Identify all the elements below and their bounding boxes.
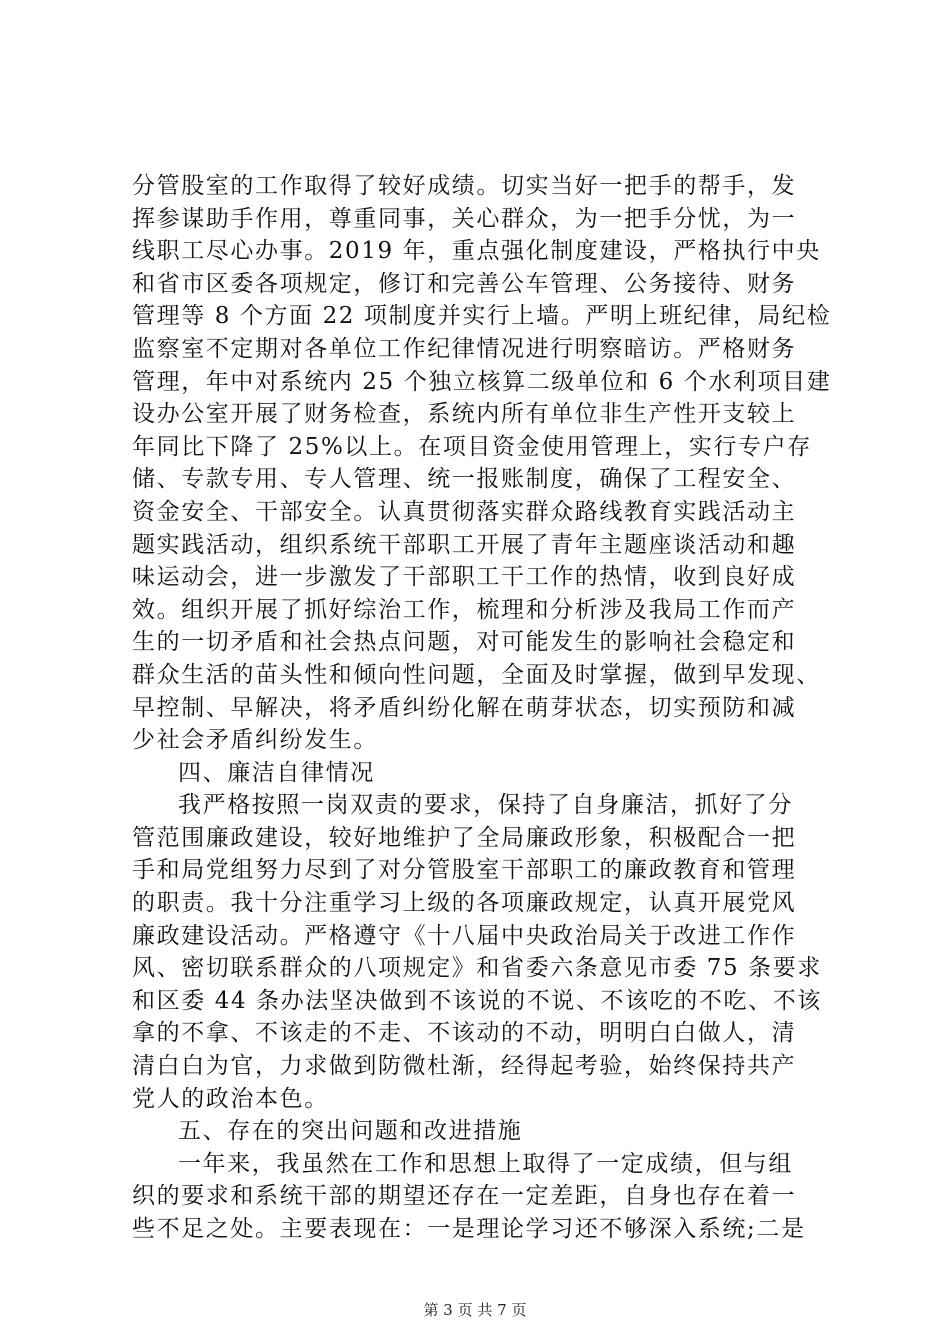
text-line: 效。组织开展了抓好综治工作，梳理和分析涉及我局工作而产 bbox=[132, 596, 797, 623]
document-body bbox=[132, 170, 832, 1246]
text-line: 拿的不拿、不该走的不走、不该动的不动，明明白白做人，清 bbox=[132, 1020, 797, 1047]
text-line: 些不足之处。主要表现在：一是理论学习还不够深入系统;二是 bbox=[132, 1216, 806, 1242]
text-line: 管范围廉政建设，较好地维护了全局廉政形象，积极配合一把 bbox=[132, 824, 797, 851]
text-line: 线职工尽心办事。2019 年，重点强化制度建设，严格执行中央 bbox=[132, 238, 821, 265]
text-line: 廉政建设活动。严格遵守《十八届中央政治局关于改进工作作 bbox=[132, 922, 797, 949]
text-line: 四、廉洁自律情况 bbox=[178, 759, 375, 786]
text-line: 年同比下降了 25%以上。在项目资金使用管理上，实行专户存 bbox=[132, 433, 812, 460]
text-line: 和区委 44 条办法坚决做到不该说的不说、不该吃的不吃、不该 bbox=[132, 987, 822, 1014]
text-line: 风、密切联系群众的八项规定》和省委六条意见市委 75 条要求 bbox=[132, 955, 822, 982]
text-line: 的职责。我十分注重学习上级的各项廉政规定，认真开展党风 bbox=[132, 890, 797, 917]
text-line: 少社会矛盾纠纷发生。 bbox=[132, 727, 378, 754]
text-line: 储、专款专用、专人管理、统一报账制度，确保了工程安全、 bbox=[132, 466, 797, 493]
text-line: 设办公室开展了财务检查，系统内所有单位非生产性开支较上 bbox=[132, 401, 797, 428]
text-line: 清白白为官，力求做到防微杜渐，经得起考验，始终保持共产 bbox=[132, 1053, 797, 1080]
text-line: 分管股室的工作取得了较好成绩。切实当好一把手的帮手，发 bbox=[132, 173, 797, 199]
text-line: 五、存在的突出问题和改进措施 bbox=[178, 1118, 523, 1145]
text-line: 早控制、早解决，将矛盾纠纷化解在萌芽状态，切实预防和减 bbox=[132, 694, 797, 721]
text-line: 我严格按照一岗双责的要求，保持了自身廉洁，抓好了分 bbox=[178, 792, 793, 819]
text-line: 一年来，我虽然在工作和思想上取得了一定成绩，但与组 bbox=[178, 1150, 793, 1177]
page-footer: 第 3 页 共 7 页 bbox=[423, 1301, 527, 1319]
text-line: 味运动会，进一步激发了干部职工干工作的热情，收到良好成 bbox=[132, 564, 797, 591]
text-line: 挥参谋助手作用，尊重同事，关心群众，为一把手分忧，为一 bbox=[132, 205, 797, 232]
text-line: 手和局党组努力尽到了对分管股室干部职工的廉政教育和管理 bbox=[132, 857, 797, 884]
text-line: 党人的政治本色。 bbox=[132, 1085, 329, 1112]
text-line: 织的要求和系统干部的期望还存在一定差距，自身也存在着一 bbox=[132, 1183, 797, 1210]
text-line: 和省市区委各项规定，修订和完善公车管理、公务接待、财务 bbox=[132, 270, 797, 297]
text-line: 管理等 8 个方面 22 项制度并实行上墙。严明上班纪律，局纪检 bbox=[132, 303, 832, 330]
text-line: 群众生活的苗头性和倾向性问题，全面及时掌握，做到早发现、 bbox=[132, 661, 821, 688]
text-line: 资金安全、干部安全。认真贯彻落实群众路线教育实践活动主 bbox=[132, 498, 797, 525]
text-line: 生的一切矛盾和社会热点问题，对可能发生的影响社会稳定和 bbox=[132, 629, 797, 656]
text-line: 管理，年中对系统内 25 个独立核算二级单位和 6 个水利项目建 bbox=[132, 368, 832, 395]
text-line: 监察室不定期对各单位工作纪律情况进行明察暗访。严格财务 bbox=[132, 335, 797, 362]
text-line: 题实践活动，组织系统干部职工开展了青年主题座谈活动和趣 bbox=[132, 531, 797, 558]
